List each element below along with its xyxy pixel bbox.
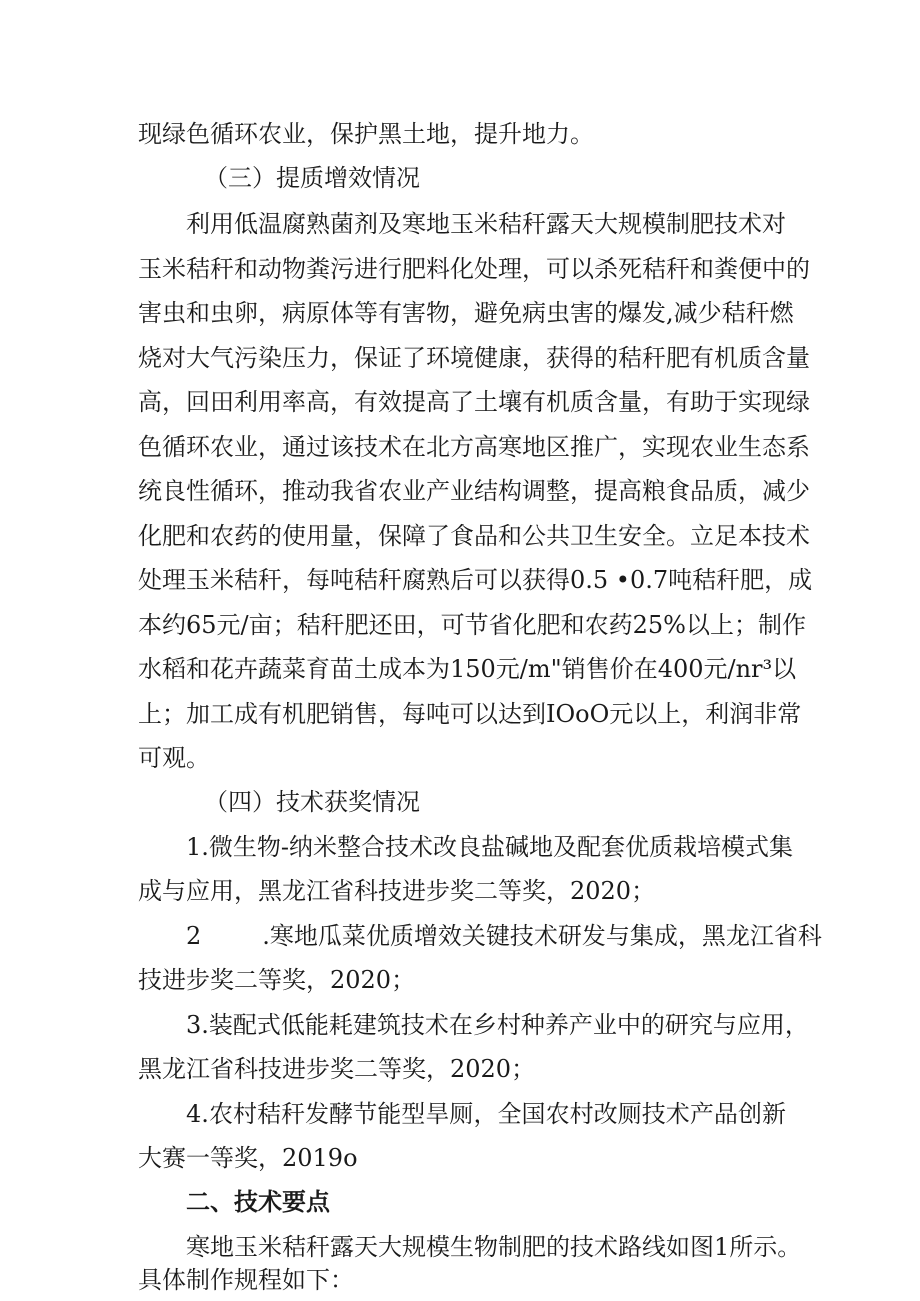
paragraph-line: 具体制作规程如下：	[138, 1266, 354, 1294]
award-item-3-cont: 黑龙江省科技进步奖二等奖，2020；	[138, 1055, 536, 1083]
award-item-4: 4.农村秸秆发酵节能型旱厕，全国农村改厕技术产品创新	[186, 1100, 786, 1128]
paragraph-line: 寒地玉米秸秆露天大规模生物制肥的技术路线如图1所示。	[186, 1233, 802, 1261]
section-heading-3: （三）提质增效情况	[204, 164, 420, 192]
paragraph-line: 玉米秸秆和动物粪污进行肥料化处理，可以杀死秸秆和粪便中的	[138, 255, 810, 283]
paragraph-line: 化肥和农药的使用量，保障了食品和公共卫生安全。立足本技术	[138, 522, 810, 550]
award-item-2: 2 .寒地瓜菜优质增效关键技术研发与集成，黑龙江省科	[186, 922, 822, 950]
award-item-2-cont: 技进步奖二等奖，2020；	[138, 966, 416, 994]
paragraph-line: 害虫和虫卵，病原体等有害物，避免病虫害的爆发,减少秸秆燃	[138, 299, 794, 327]
award-item-1-cont: 成与应用，黑龙江省科技进步奖二等奖，2020；	[138, 877, 656, 905]
paragraph-line: 可观。	[138, 744, 210, 772]
paragraph-line: 统良性循环，推动我省农业产业结构调整，提高粮食品质，减少	[138, 477, 810, 505]
paragraph-line: 色循环农业，通过该技术在北方高寒地区推广，实现农业生态系	[138, 433, 810, 461]
paragraph-line: 上；加工成有机肥销售，每吨可以达到IOoO元以上，利润非常	[138, 700, 802, 728]
paragraph-line: 利用低温腐熟菌剂及寒地玉米秸秆露天大规模制肥技术对	[186, 210, 786, 238]
award-item-1: 1.微生物-纳米整合技术改良盐碱地及配套优质栽培模式集	[186, 833, 794, 861]
paragraph-line: 处理玉米秸秆，每吨秸秆腐熟后可以获得0.5 •0.7吨秸秆肥，成	[138, 566, 813, 594]
paragraph-line: 水稻和花卉蔬菜育苗土成本为150元/m"销售价在400元/nr³以	[138, 655, 797, 683]
paragraph-line: 高，回田利用率高，有效提高了土壤有机质含量，有助于实现绿	[138, 388, 810, 416]
paragraph-line: 现绿色循环农业，保护黑土地，提升地力。	[138, 120, 594, 148]
section-heading-4: （四）技术获奖情况	[204, 788, 420, 816]
paragraph-line: 烧对大气污染压力，保证了环境健康，获得的秸秆肥有机质含量	[138, 344, 810, 372]
award-item-3: 3.装配式低能耗建筑技术在乡村种养产业中的研究与应用，	[186, 1011, 809, 1039]
section-heading-2: 二、技术要点	[186, 1187, 330, 1216]
award-item-4-cont: 大赛一等奖，2019o	[138, 1144, 358, 1172]
paragraph-line: 本约65元/亩；秸秆肥还田，可节省化肥和农药25%以上；制作	[138, 611, 806, 639]
